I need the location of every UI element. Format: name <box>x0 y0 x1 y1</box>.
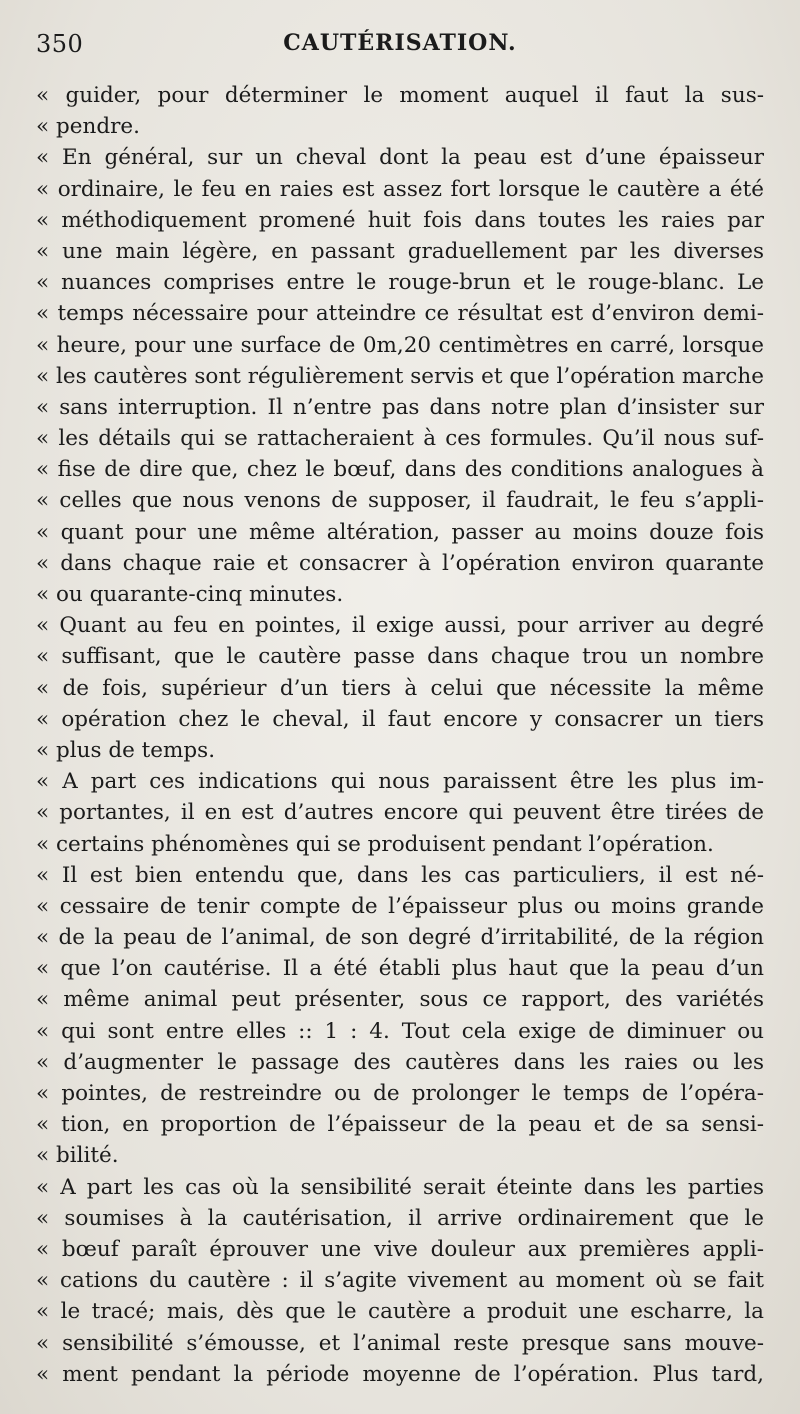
text-line <box>36 111 764 142</box>
text-line-content: « ment pendant la période moyenne de l’opération. Plus tard, <box>36 1361 764 1387</box>
text-line <box>36 766 764 797</box>
text-line <box>36 330 764 361</box>
text-line <box>36 704 764 735</box>
text-line-content: « Quant au feu en pointes, il exige aussi, pour arriver au degré <box>36 613 764 639</box>
text-line <box>36 673 764 704</box>
text-line-content: « sans interruption. Il n’entre pas dans notre plan d’insister sur <box>36 394 764 420</box>
text-line-content: « bœuf paraît éprouver une vive douleur aux premières appli- <box>36 1236 764 1262</box>
text-line-content: « sensibilité s’émousse, et l’animal reste presque sans mouve- <box>36 1330 764 1356</box>
text-line <box>36 1328 764 1359</box>
text-line-content: « A part les cas où la sensibilité serait éteinte dans les parties <box>36 1174 764 1200</box>
text-line <box>36 1296 764 1327</box>
text-line <box>36 423 764 454</box>
text-line <box>36 1265 764 1296</box>
text-line-content: « même animal peut présenter, sous ce rapport, des variétés <box>36 987 764 1013</box>
text-line-content: « fise de dire que, chez le bœuf, dans des conditions analogues à <box>36 457 764 483</box>
text-line <box>36 1234 764 1265</box>
text-line-content: « que l’on cautérise. Il a été établi plus haut que la peau d’un <box>36 956 764 982</box>
text-line-content: « plus de temps. <box>36 737 216 763</box>
text-line-content: « d’augmenter le passage des cautères dans les raies ou les <box>36 1049 764 1075</box>
text-line-content: « les détails qui se rattacheraient à ces formules. Qu’il nous suf- <box>36 426 764 452</box>
text-line <box>36 485 764 516</box>
text-line <box>36 953 764 984</box>
body-text <box>36 80 764 1390</box>
text-line-content: « temps nécessaire pour atteindre ce résultat est d’environ demi- <box>36 301 764 327</box>
text-line <box>36 579 764 610</box>
text-line-content: « une main légère, en passant graduellement par les diverses <box>36 238 764 264</box>
text-line-content: « A part ces indications qui nous paraissent être les plus im- <box>36 769 764 795</box>
text-line <box>36 361 764 392</box>
text-line <box>36 1172 764 1203</box>
running-title: CAUTÉRISATION. <box>283 30 517 56</box>
text-line-content: « de fois, supérieur d’un tiers à celui que nécessite la même <box>36 675 764 701</box>
text-line <box>36 1109 764 1140</box>
text-line <box>36 1359 764 1390</box>
text-line-content: « bilité. <box>36 1143 119 1169</box>
text-line <box>36 797 764 828</box>
text-line-content: « quant pour une même altération, passer au moins douze fois <box>36 519 764 545</box>
text-line <box>36 860 764 891</box>
text-line-content: « pendre. <box>36 114 140 140</box>
text-line <box>36 174 764 205</box>
text-line-content: « heure, pour une surface de 0m,20 centimètres en carré, lorsque <box>36 332 764 358</box>
text-line-content: « soumises à la cautérisation, il arrive ordinairement que le <box>36 1205 764 1231</box>
text-line-content: « ordinaire, le feu en raies est assez fort lorsque le cautère a été <box>36 176 764 202</box>
text-line-content: « cations du cautère : il s’agite vivement au moment où se fait <box>36 1268 764 1294</box>
text-line <box>36 236 764 267</box>
text-line <box>36 205 764 236</box>
text-line-content: « dans chaque raie et consacrer à l’opération environ quarante <box>36 550 764 576</box>
page-header <box>36 30 764 70</box>
text-line-content: « guider, pour déterminer le moment auquel il faut la sus- <box>36 83 764 108</box>
text-line <box>36 829 764 860</box>
text-line <box>36 610 764 641</box>
text-line-content: « les cautères sont régulièrement servis et que l’opération marche <box>36 363 764 389</box>
text-line-content: « le tracé; mais, dès que le cautère a produit une escharre, la <box>36 1299 764 1325</box>
text-line <box>36 454 764 485</box>
text-line-content: « opération chez le cheval, il faut encore y consacrer un tiers <box>36 706 764 732</box>
page-number: 350 <box>36 30 84 58</box>
text-line <box>36 922 764 953</box>
text-line <box>36 735 764 766</box>
text-line <box>36 1140 764 1171</box>
text-line <box>36 641 764 672</box>
text-line <box>36 80 764 111</box>
text-line <box>36 1047 764 1078</box>
text-line <box>36 1203 764 1234</box>
text-line <box>36 517 764 548</box>
text-line-content: « ou quarante-cinq minutes. <box>36 582 344 607</box>
text-line <box>36 392 764 423</box>
text-line-content: « portantes, il en est d’autres encore qui peuvent être tirées de <box>36 800 764 826</box>
text-line-content: « pointes, de restreindre ou de prolonger le temps de l’opéra- <box>36 1081 764 1106</box>
text-line <box>36 1078 764 1109</box>
text-line <box>36 548 764 579</box>
text-line <box>36 984 764 1015</box>
text-line <box>36 1016 764 1047</box>
text-line-content: « En général, sur un cheval dont la peau est d’une épaisseur <box>36 145 764 171</box>
text-line-content: « qui sont entre elles :: 1 : 4. Tout cela exige de diminuer ou <box>36 1018 764 1044</box>
text-line-content: « nuances comprises entre le rouge-brun et le rouge-blanc. Le <box>36 270 764 296</box>
text-line-content: « Il est bien entendu que, dans les cas particuliers, il est né- <box>36 862 764 888</box>
text-line <box>36 891 764 922</box>
text-line-content: « suffisant, que le cautère passe dans chaque trou un nombre <box>36 644 764 670</box>
text-line-content: « celles que nous venons de supposer, il faudrait, le feu s’appli- <box>36 488 764 514</box>
text-line-content: « certains phénomènes qui se produisent pendant l’opération. <box>36 831 714 857</box>
text-line <box>36 298 764 329</box>
text-line <box>36 142 764 173</box>
text-line-content: « méthodiquement promené huit fois dans toutes les raies par <box>36 207 764 233</box>
text-line-content: « de la peau de l’animal, de son degré d’irritabilité, de la région <box>36 925 764 951</box>
text-line-content: « tion, en proportion de l’épaisseur de la peau et de sa sensi- <box>36 1112 764 1138</box>
text-line <box>36 267 764 298</box>
text-line-content: « cessaire de tenir compte de l’épaisseur plus ou moins grande <box>36 893 764 919</box>
